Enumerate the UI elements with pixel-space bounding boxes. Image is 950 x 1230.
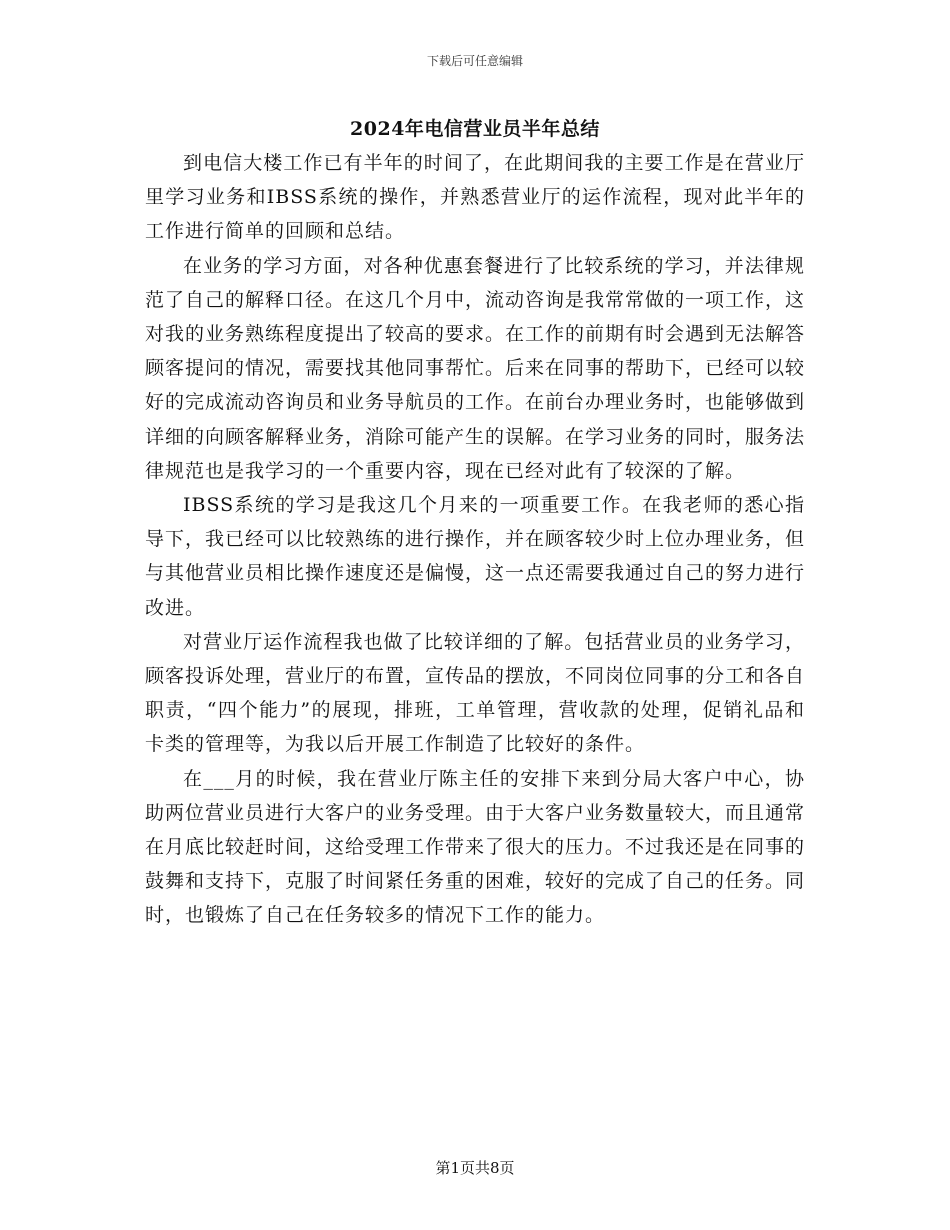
paragraph-business-study: 在业务的学习方面，对各种优惠套餐进行了比较系统的学习，并法律规范了自己的解释口径。在这几个月中，流动咨询是我常常做的一项工作，这对我的业务熟练程度提出了较高的要求。在工作的前期有时会遇到无法解答顾客提问的情况，需要找其他同事帮忙。后来在同事的帮助下，已经可以较好的完成流动咨询员和业务导航员的工作。在前台办理业务时，也能够做到详细的向顾客解释业务，消除可能产生的误解。在学习业务的同时，服务法律规范也是我学习的一个重要内容，现在已经对此有了较深的了解。 — [145, 254, 806, 482]
paragraph-major-client: 在___月的时候，我在营业厅陈主任的安排下来到分局大客户中心，协助两位营业员进行大客户的业务受理。由于大客户业务数量较大，而且通常在月底比较赶时间，这给受理工作带来了很大的压力。不过我还是在同事的鼓舞和支持下，克服了时间紧任务重的困难，较好的完成了自己的任务。同时，也锻炼了自己在任务较多的情况下工作的能力。 — [145, 767, 806, 927]
paragraph-intro: 到电信大楼工作已有半年的时间了，在此期间我的主要工作是在营业厅里学习业务和IBSS系统的操作，并熟悉营业厅的运作流程，现对此半年的工作进行简单的回顾和总结。 — [145, 152, 805, 243]
paragraph-ibss-system: IBSS系统的学习是我这几个月来的一项重要工作。在我老师的悉心指导下，我已经可以比较熟练的进行操作，并在顾客较少时上位办理业务，但与其他营业员相比操作速度还是偏慢，这一点还需要我通过自己的努力进行改进。 — [145, 494, 806, 619]
page-number: 第1页共8页 — [435, 1159, 515, 1177]
document-title: 2024年电信营业员半年总结 — [350, 118, 600, 140]
paragraph-hall-process: 对营业厅运作流程我也做了比较详细的了解。包括营业员的业务学习，顾客投诉处理，营业厅的布置，宣传品的摆放，不同岗位同事的分工和各自职责，“四个能力”的展现，排班，工单管理，营收款的处理，促销礼品和卡类的管理等，为我以后开展工作制造了比较好的条件。 — [145, 630, 806, 756]
header-note: 下载后可任意编辑 — [426, 54, 523, 68]
document-body — [145, 146, 805, 933]
